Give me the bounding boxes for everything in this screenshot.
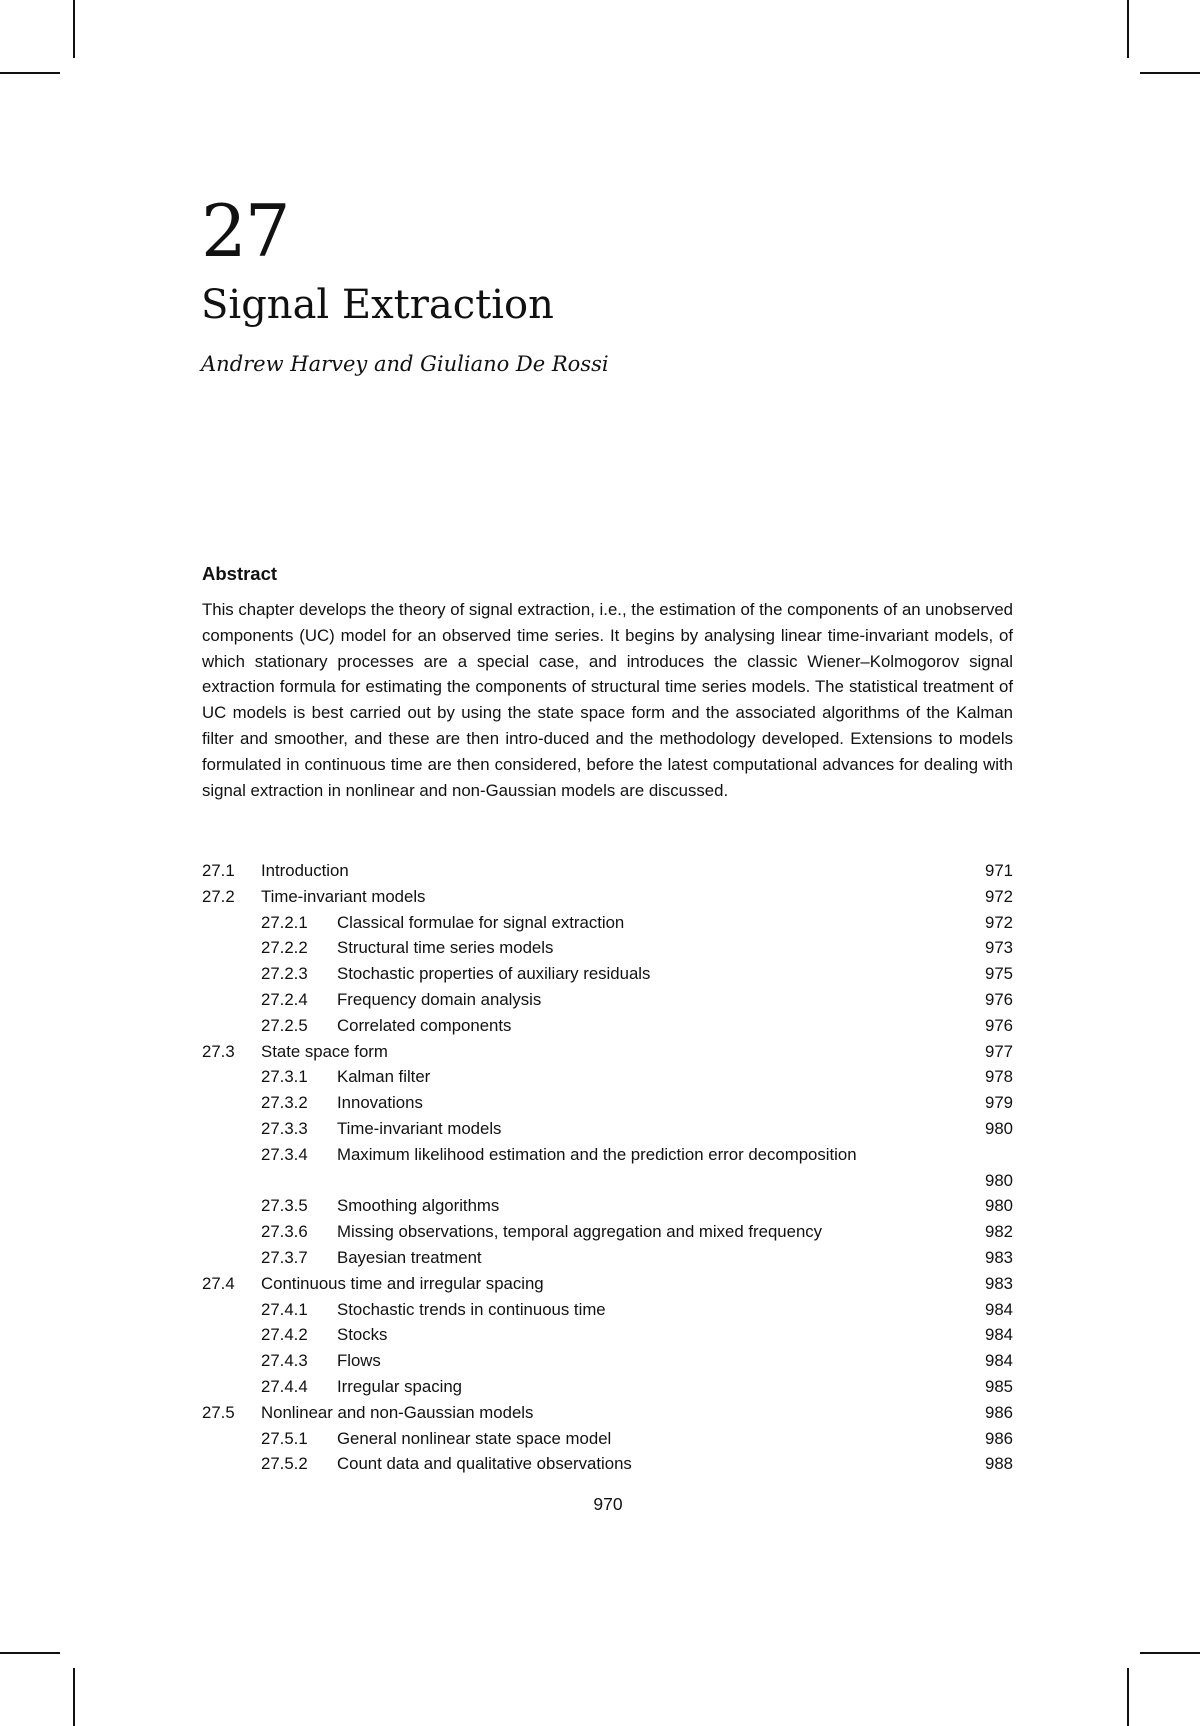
toc-entry-page: 973 — [985, 938, 1013, 958]
crop-mark-bottom-left-horizontal — [0, 1652, 60, 1654]
toc-entry-title: Frequency domain analysis — [337, 989, 542, 1009]
toc-entry-number: 27.3.4 — [261, 1144, 308, 1164]
toc-entry-title: Structural time series models — [337, 938, 554, 958]
toc-entry[interactable] — [202, 1013, 1013, 1039]
crop-mark-top-left-vertical — [73, 0, 75, 58]
toc-entry-page: 984 — [985, 1351, 1013, 1371]
toc-entry-title: Time-invariant models — [337, 1118, 502, 1138]
chapter-title: Signal Extraction — [201, 282, 554, 328]
toc-entry-number: 27.2.3 — [261, 964, 308, 984]
toc-entry-number: 27.2 — [202, 886, 235, 906]
toc-entry-page: 980 — [985, 1196, 1013, 1216]
toc-entry-title: Maximum likelihood estimation and the prediction error decomposition — [337, 1144, 857, 1164]
toc-entry[interactable] — [202, 1374, 1013, 1400]
toc-entry-number: 27.5.1 — [261, 1428, 308, 1448]
toc-entry[interactable] — [202, 1426, 1013, 1452]
toc-entry-title: Stocks — [337, 1325, 388, 1345]
toc-entry-title: Correlated components — [337, 1015, 512, 1035]
toc-entry-title: Continuous time and irregular spacing — [261, 1273, 544, 1293]
toc-entry-number: 27.2.5 — [261, 1015, 308, 1035]
toc-entry-number: 27.3.5 — [261, 1196, 308, 1216]
toc-entry-page: 971 — [985, 861, 1013, 880]
toc-entry[interactable] — [202, 1451, 1013, 1477]
toc-entry[interactable] — [202, 910, 1013, 936]
toc-entry-number: 27.3.2 — [261, 1093, 308, 1113]
abstract-heading: Abstract — [202, 563, 278, 584]
toc-entry-title: Stochastic trends in continuous time — [337, 1299, 606, 1319]
toc-entry-page: 979 — [985, 1093, 1013, 1113]
toc-entry[interactable] — [202, 1090, 1013, 1116]
toc-entry-page: 978 — [985, 1067, 1013, 1087]
table-of-contents — [202, 858, 1013, 1477]
toc-entry[interactable] — [202, 1297, 1013, 1323]
toc-entry-page: 976 — [985, 1015, 1013, 1035]
crop-mark-bottom-right-vertical — [1127, 1668, 1129, 1726]
toc-entry-page: 977 — [985, 1041, 1013, 1061]
toc-entry[interactable] — [202, 1142, 1013, 1194]
toc-entry-title: Bayesian treatment — [337, 1247, 482, 1267]
toc-entry-page: 976 — [985, 989, 1013, 1009]
toc-entry[interactable] — [202, 961, 1013, 987]
toc-entry-title: Innovations — [337, 1093, 423, 1113]
toc-entry-number: 27.5.2 — [261, 1454, 308, 1474]
toc-entry-number: 27.2.1 — [261, 912, 308, 932]
chapter-number: 27 — [201, 189, 289, 273]
toc-entry-title: Kalman filter — [337, 1067, 431, 1087]
toc-entry-page: 972 — [985, 912, 1013, 932]
toc-entry[interactable] — [202, 884, 1013, 910]
toc-entry-page: 988 — [985, 1454, 1013, 1474]
toc-entry-page: 983 — [985, 1273, 1013, 1293]
toc-entry-number: 27.4 — [202, 1273, 235, 1293]
toc-entry-number: 27.3.3 — [261, 1118, 308, 1138]
crop-mark-top-left-horizontal — [0, 72, 60, 74]
toc-entry-number: 27.1 — [202, 861, 235, 880]
toc-entry-title: Nonlinear and non-Gaussian models — [261, 1402, 534, 1422]
crop-mark-bottom-right-horizontal — [1140, 1652, 1200, 1654]
toc-entry-page: 983 — [985, 1247, 1013, 1267]
toc-entry-page: 986 — [985, 1428, 1013, 1448]
chapter-authors: Andrew Harvey and Giuliano De Rossi — [201, 352, 609, 376]
toc-entry-title: State space form — [261, 1041, 388, 1061]
toc-entry-title: Classical formulae for signal extraction — [337, 912, 625, 932]
toc-entry[interactable] — [202, 858, 1013, 884]
crop-mark-top-right-vertical — [1127, 0, 1129, 58]
toc-entry-page: 984 — [985, 1299, 1013, 1319]
toc-entry-title: Irregular spacing — [337, 1376, 462, 1396]
toc-entry-page: 980 — [985, 1118, 1013, 1138]
toc-entry-title: Time-invariant models — [261, 886, 426, 906]
toc-entry-number: 27.3.7 — [261, 1247, 308, 1267]
toc-entry-title: Count data and qualitative observations — [337, 1454, 632, 1474]
toc-entry[interactable] — [202, 1039, 1013, 1065]
toc-entry-title: Flows — [337, 1351, 381, 1371]
toc-entry[interactable] — [202, 1064, 1013, 1090]
crop-mark-bottom-left-vertical — [73, 1668, 75, 1726]
toc-entry-number: 27.2.4 — [261, 989, 308, 1009]
toc-entry-title: Smoothing algorithms — [337, 1196, 500, 1216]
toc-entry-number: 27.4.4 — [261, 1376, 308, 1396]
toc-entry[interactable] — [202, 1219, 1013, 1245]
toc-entry-number: 27.4.3 — [261, 1351, 308, 1371]
toc-entry-title: General nonlinear state space model — [337, 1428, 612, 1448]
toc-entry-number: 27.5 — [202, 1402, 235, 1422]
toc-entry-page: 985 — [985, 1376, 1013, 1396]
page-number: 970 — [593, 1494, 623, 1514]
toc-entry-title: Missing observations, temporal aggregation and mixed frequency — [337, 1222, 823, 1242]
toc-entry-page: 984 — [985, 1325, 1013, 1345]
toc-entry[interactable] — [202, 987, 1013, 1013]
toc-entry[interactable] — [202, 1271, 1013, 1297]
abstract-body: This chapter develops the theory of signal extraction, i.e., the estimation of the components of an unobserved components (UC) model for an observed time series. It begins by analysing linear time-invariant models, of which stationary processes are a special case, and introduces the classic Wiener–Kolmogorov signal extraction formula for estimating the components of structural time series models. The statistical treatment of UC models is best carried out by using the state space form and the associated algorithms of the Kalman filter and smoother, and these are then intro-duced and the methodology developed. Extensions to models formulated in continuous time are then considered, before the latest computational advances for dealing with signal extraction in nonlinear and non-Gaussian models are discussed. — [202, 600, 1013, 800]
toc-entry-page: 972 — [985, 886, 1013, 906]
toc-entry-number: 27.3.1 — [261, 1067, 308, 1087]
toc-entry[interactable] — [202, 1400, 1013, 1426]
toc-entry[interactable] — [202, 1245, 1013, 1271]
toc-entry[interactable] — [202, 1116, 1013, 1142]
toc-entry-number: 27.3.6 — [261, 1222, 308, 1242]
crop-mark-top-right-horizontal — [1140, 72, 1200, 74]
toc-entry[interactable] — [202, 1322, 1013, 1348]
toc-entry-title: Stochastic properties of auxiliary residuals — [337, 964, 651, 984]
toc-entry-number: 27.3 — [202, 1041, 235, 1061]
toc-entry-page: 975 — [985, 964, 1013, 984]
toc-entry[interactable] — [202, 935, 1013, 961]
toc-entry[interactable] — [202, 1193, 1013, 1219]
toc-entry-page: 980 — [985, 1170, 1013, 1190]
toc-entry-page: 986 — [985, 1402, 1013, 1422]
toc-entry[interactable] — [202, 1348, 1013, 1374]
toc-entry-number: 27.4.1 — [261, 1299, 308, 1319]
toc-entry-number: 27.4.2 — [261, 1325, 308, 1345]
toc-entry-number: 27.2.2 — [261, 938, 308, 958]
toc-entry-title: Introduction — [261, 861, 349, 880]
toc-entry-page: 982 — [985, 1222, 1013, 1242]
